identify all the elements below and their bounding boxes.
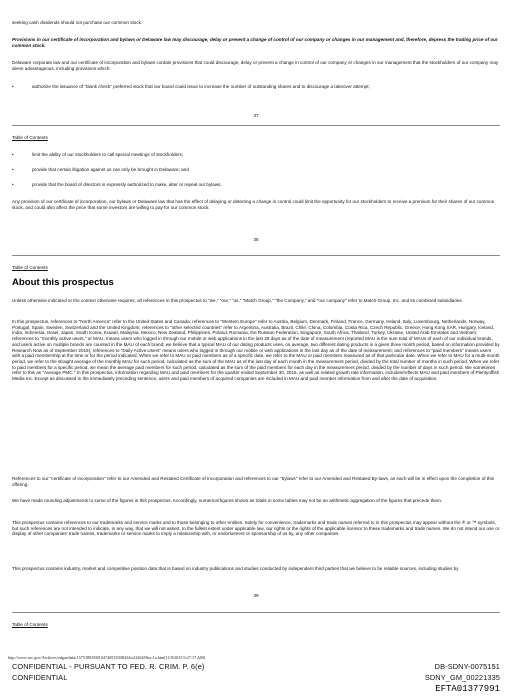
table-of-contents-link[interactable]: Table of Contents xyxy=(12,135,48,140)
bates-number: DB-SDNY-0075151 xyxy=(434,662,500,671)
table-of-contents-link[interactable]: Table of Contents xyxy=(12,622,48,627)
paragraph: Delaware corporate law and our certificate of incorporation and bylaws contain provisions that could discourage, delay or prevent a change in control of our company or changes in our management that the stockholders of our company may deem advantageous, including provisions which: xyxy=(12,60,499,71)
section-heading: About this prospectus xyxy=(12,277,114,288)
paragraph: We have made rounding adjustments to some of the figures in this prospectus. Accordingly, numerical figures shown as totals in some tables may not be an arithmetic aggregation of the figures that precede them. xyxy=(12,498,443,503)
continued-sentence: seeking cash dividends should not purchase our common stock. xyxy=(12,20,143,25)
paragraph: Unless otherwise indicated or the context otherwise requires, all references in this prospectus to "we," "our," "us," "Match Group," "the Company," and "our company" refer to Match Group, Inc. and its combined subsidiaries. xyxy=(12,298,463,303)
paragraph: Any provision of our certificate of incorporation, our bylaws or Delaware law that has the effect of delaying or deterring a change in control could limit the opportunity for our stockholders to receive a premium for their shares of our common stock, and could also affect the price that some investors are willing to pay for our common stock. xyxy=(12,199,495,210)
confidential-label: CONFIDENTIAL xyxy=(12,673,68,682)
paragraph: This prospectus contains industry, market and competitive position data that is based on industry publications and studies conducted by independent third parties that we believe to be reliable sources, including studies by xyxy=(12,566,459,571)
document-page: seeking cash dividends should not purchase our common stock. Provisions in our certificate of incorporation and bylaws or Delaware law may discourage, delay or prevent a change of control of our company or changes in our management and, therefore, depress the trading price of our common stock. Delaware corporate law and our certificate of incorporation and bylaws contain provisions that could discourage, delay or prevent a change in control of our company or changes in our management that the stockholders of our company may deem advantageous, including provisions which: • authorize the issuance of "blank check" preferred stock that our board could issue to increase the number of outstanding shares and to discourage a takeover attempt; 37 Table of Contents • limit the ability of our stockholders to call special meetings of stockholders; • provide that certain litigation against us can only be brought in Delaware; and • provide that the board of directors is expressly authorized to make, alter or repeal our bylaws. Any provision of our certificate of incorporation, our bylaws or Delaware law that has the effect of delaying or deterring a change in control could limit the opportunity for our stockholders to receive a premium for their shares of our common stock, and could also affect the price that some investors are willing to pay for our common stock. 38 Table of Contents About this prospectus Unless otherwise indicated or the context otherwise requires, all references in this prospectus to "we," "our," "us," "Match Group," "the Company," and "our company" refer to Match Group, Inc. and its combined subsidiaries. In this prospectus, references to "North America" refer to the United States and Canada; references to "Western Europe" refer to Austria, Belgium, Denmark, Finland, France, Germany, Ireland, Italy, Luxembourg, Netherlands, Norway, Portugal, Spain, Sweden, Switzerland and the United Kingdom; references to "other selected countries" refer to Argentina, Australia, Brazil, Chile, China, Colombia, Costa Rica, Czech Republic, Greece, Hong Kong SAR, Hungary, Iceland, India, Indonesia, Israel, Japan, South Korea, Kuwait, Malaysia, Mexico, New Zealand, Philippines, Poland, Romania, the Russian Federation, Singapore, South Africa, Thailand, Turkey, Ukraine, United Arab Emirates and Vietnam; references to "monthly active users," or MAU, means users who logged in through our mobile or web applications in the last 28 days as of the date of measurement (reported MAU is the sum total of MAUs of each of our individual brands, and users active on multiple brands are counted in the MAU of each brand; we believe that a typical MAU of our dating products uses, on average, two different dating products in a given three month period, based on information provided by Research Now as of September 2015); references to "Daily Active Users" means users who logged in through our mobile or web applications in the last day as of the date of measurement; and references to "paid members" means users with a paid membership at the time or for the period indicated. When we refer to MAU or paid members as of a specific date, we refer to the MAU or paid members measured as of that particular date. When we refer to MAU for a multi-month period, we refer to the straight average of the monthly MAU for such period, calculated as the sum of the MAU as of the last day of each month in the measurement period, divided by the total number of months in such period. When we refer to paid members for a specific period, we mean the average paid members for such period, calculated as the sum of the paid members for each day in the measurement period, divided by the number of days in such period. We sometimes refer to this as "Average PMC." In this prospectus, information regarding MAU and paid members for the quarter ended September 30, 2015, as well as related growth rate information, includes/reflects MAU and paid members of Plentyoffish Media Inc. Except as discussed in the immediately preceding sentence, users and paid members of acquired companies are included in MAU and paid member information from and after the date of acquisition. References to our "certificate of incorporation" refer to our Amended and Restated Certificate of Incorporation and references to our "bylaws" refer to our Amended and Restated By-laws, as each will be in effect upon the completion of this offering. We have made rounding adjustments to some of the figures in this prospectus. Accordingly, numerical figures shown as totals in some tables may not be an arithmetic aggregation of the figures that precede them. This prospectus contains references to our trademarks and service marks and to those belonging to other entities. Solely for convenience, trademarks and trade names referred to in this prospectus may appear without the ® or ™ symbols, but such references are not intended to indicate, in any way, that we will not assert, to the fullest extent under applicable law, our rights or the rights of the applicable licensor to these trademarks and trade names. We do not intend our use or display of other companies' trade names, trademarks or service marks to imply a relationship with, or endorsement or sponsorship of us by, any other companies. This prospectus contains industry, market and competitive position data that is based on industry publications and studies conducted by independent third parties that we believe to be reliable sources, including studies by 39 Table of Contents http://www.sec.gov/Archives/edgar/data/1575189/000104746915008434/a2226458zs-1a.htm[11/9/2015 9:27:17 AM] CONFIDENTIAL - PURSUANT TO FED. R. CRIM. P. 6(e) CONFIDENTIAL DB-SDNY-0075151 SDNY_GM_00221335 EFTA01377991 xyxy=(0,0,512,699)
page-divider xyxy=(12,612,500,613)
paragraph: References to our "certificate of incorporation" refer to our Amended and Restated Certificate of Incorporation and references to our "bylaws" refer to our Amended and Restated By-laws, as each will be in effect upon the completion of this offering. xyxy=(12,476,494,487)
page-divider xyxy=(12,125,500,126)
bullet-icon: • xyxy=(12,167,14,172)
bullet-icon: • xyxy=(12,84,14,89)
bullet-icon: • xyxy=(12,152,14,157)
page-number: 38 xyxy=(253,237,259,242)
page-number: 37 xyxy=(253,113,259,118)
risk-factor-heading: Provisions in our certificate of incorporation and bylaws or Delaware law may discourage, delay or prevent a change of control of our company or changes in our management and, therefore, depress the trading price of our common stock. xyxy=(12,37,498,48)
table-of-contents-link[interactable]: Table of Contents xyxy=(12,265,48,270)
efta-number: EFTA01377991 xyxy=(435,684,500,694)
bullet-icon: • xyxy=(12,182,14,187)
paragraph: In this prospectus, references to "North America" refer to the United States and Canada; references to "Western Europe" refer to Austria, Belgium, Denmark, Finland, France, Germany, Ireland, Italy, Luxembourg, Netherlands, Norway, Portugal, Spain, Sweden, Switzerland and the United Kingdom; references to "other selected countries" refer to Argentina, Australia, Brazil, Chile, China, Colombia, Costa Rica, Czech Republic, Greece, Hong Kong SAR, Hungary, Iceland, India, Indonesia, Israel, Japan, South Korea, Kuwait, Malaysia, Mexico, New Zealand, Philippines, Poland, Romania, the Russian Federation, Singapore, South Africa, Thailand, Turkey, Ukraine, United Arab Emirates and Vietnam; references to "monthly active users," or MAU, means users who logged in through our mobile or web applications in the last 28 days as of the date of measurement (reported MAU is the sum total of MAUs of each of our individual brands, and users active on multiple brands are counted in the MAU of each brand; we believe that a typical MAU of our dating products uses, on average, two different dating products in a given three month period, based on information provided by Research Now as of September 2015); references to "Daily Active Users" means users who logged in through our mobile or web applications in the last day as of the date of measurement; and references to "paid members" means users with a paid membership at the time or for the period indicated. When we refer to MAU or paid members as of a specific date, we refer to the MAU or paid members measured as of that particular date. When we refer to MAU for a multi-month period, we refer to the straight average of the monthly MAU for such period, calculated as the sum of the MAU as of the last day of each month in the measurement period, divided by the total number of months in such period. When we refer to paid members for a specific period, we mean the average paid members for such period, calculated as the sum of the paid members for each day in the measurement period, divided by the number of days in such period. We sometimes refer to this as "Average PMC." In this prospectus, information regarding MAU and paid members for the quarter ended September 30, 2015, as well as related growth rate information, includes/reflects MAU and paid members of Plentyoffish Media Inc. Except as discussed in the immediately preceding sentence, users and paid members of acquired companies are included in MAU and paid member information from and after the date of acquisition. xyxy=(12,319,500,382)
page-number: 39 xyxy=(253,593,259,598)
confidential-notice: CONFIDENTIAL - PURSUANT TO FED. R. CRIM. P. 6(e) xyxy=(12,662,205,671)
page-divider xyxy=(12,255,500,256)
source-url: http://www.sec.gov/Archives/edgar/data/1575189/000104746915008434/a2226458zs-1a.htm[11/9/2015 9:27:17 AM] xyxy=(8,655,206,660)
paragraph: This prospectus contains references to our trademarks and service marks and to those belonging to other entities. Solely for convenience, trademarks and trade names referred to in this prospectus may appear without the ® or ™ symbols, but such references are not intended to indicate, in any way, that we will not assert, to the fullest extent under applicable law, our rights or the rights of the applicable licensor to these trademarks and trade names. We do not intend our use or display of other companies' trade names, trademarks or service marks to imply a relationship with, or endorsement or sponsorship of us by, any other companies. xyxy=(12,520,500,537)
bates-number: SDNY_GM_00221335 xyxy=(424,673,500,682)
